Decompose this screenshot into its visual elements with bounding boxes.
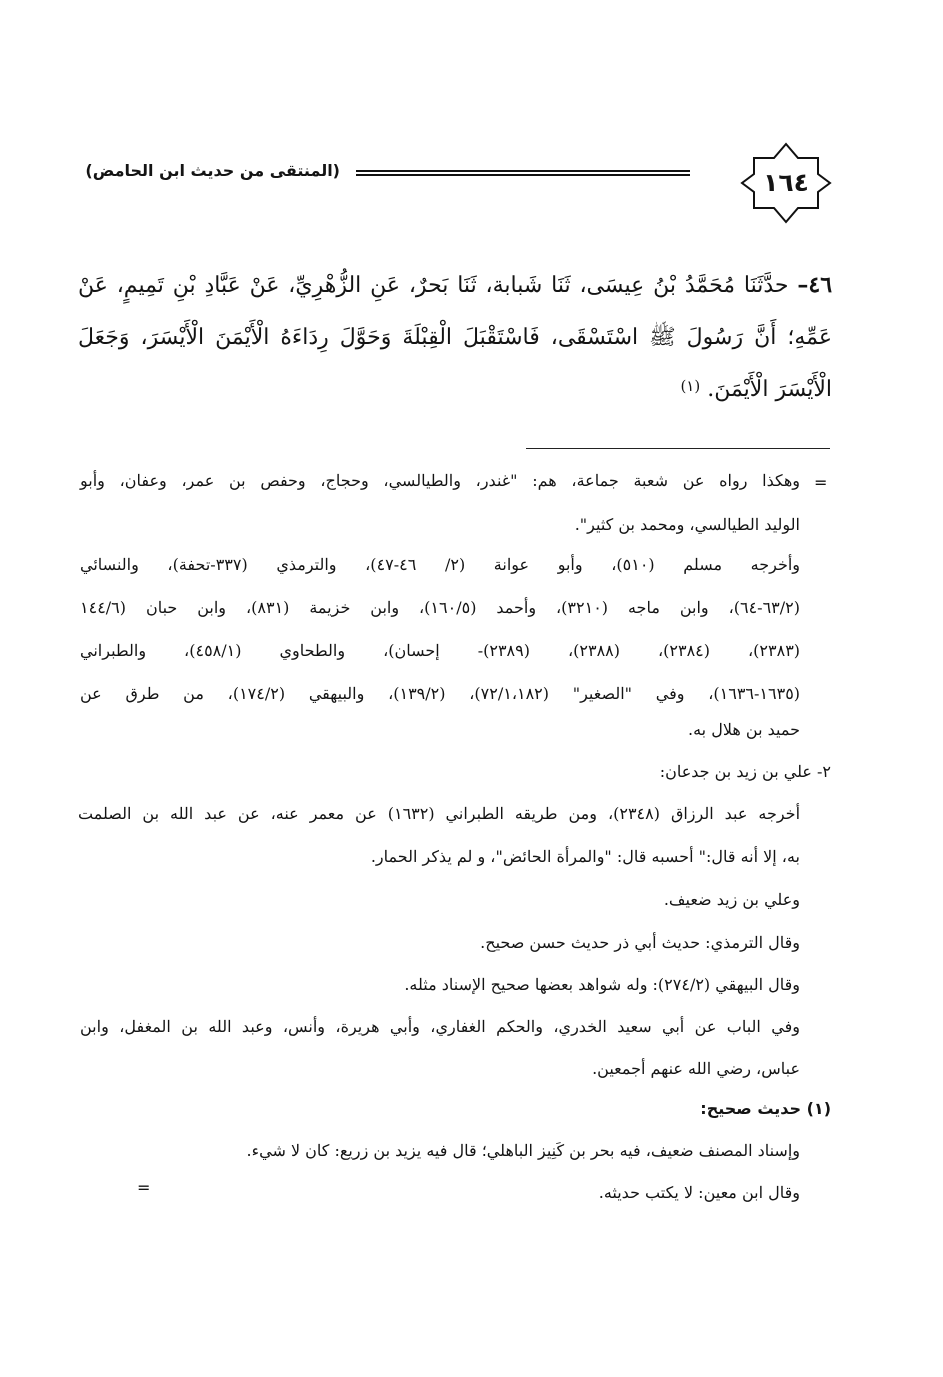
note-line: (٢٣٨٣)، (٢٣٨٤)، (٢٣٨٨)، (٢٣٨٩)- إحسان)، والطحاوي (٤٥٨/١)، والطبراني (80, 641, 801, 660)
note-line: عباس، رضي الله عنهم أجمعين. (592, 1059, 800, 1078)
footnote-separator (526, 448, 830, 449)
header-rule (356, 170, 690, 178)
page-number: ١٦٤ (763, 168, 809, 197)
note-line: الوليد الطيالسي، ومحمد بن كثير". (574, 515, 800, 534)
hadith-number: ٤٦– (797, 272, 833, 298)
footnote-heading: (١) حديث صحيح: (700, 1099, 831, 1118)
note-line: وقال البيهقي (٢٧٤/٢): وله شواهد بعضها صحيح الإسناد مثله. (404, 975, 800, 994)
hadith-text-block (78, 259, 832, 416)
note-line: وإسناد المصنف ضعيف، فيه بحر بن كَنِيز الباهلي؛ قال فيه يزيد بن زريع: كان لا شيء. (246, 1141, 800, 1160)
note-line: به، إلا أنه قال:" أحسبه قال: "والمرأة الحائض"، و لم يذكر الحمار. (370, 847, 800, 866)
note-line: وهكذا رواه عن شعبة جماعة، هم: "غندر، والطيالسي، وحجاج، وحفص بن عمر، وعفان، وأبو (80, 471, 800, 490)
hadith-text: حدَّثَنَا مُحَمَّدُ بْنُ عِيسَى، ثَنَا شَبابة، ثَنَا بَحرٌ، عَنِ الزُّهْرِيِّ، عَنْ عَبَّادِ بْنِ تَمِيمٍ، عَنْ عَمِّهِ؛ أَنَّ رَسُولَ ﷺ اسْتَسْقَى، فَاسْتَقْبَلَ الْقِبْلَةَ وَحَوَّلَ رِدَاءَهُ الْأَيْمَنَ الْأَيْسَرَ، وَجَعَلَ الْأَيْسَرَ الْأَيْمَنَ. (78, 273, 832, 402)
note-line: حميد بن هلال به. (688, 720, 800, 739)
note-line: وقال الترمذي: حديث أبي ذر حديث حسن صحيح. (480, 933, 800, 952)
note-line: (٦٣/٢-٦٤)، وابن ماجه (٣٢١٠)، وأحمد (١٦٠/٥)، وابن خزيمة (٨٣١)، وابن حبان (١٤٤/٦ (80, 598, 800, 617)
note-line: وفي الباب عن أبي سعيد الخدري، والحكم الغفاري، وأبي هريرة، وأنس، وعبد الله بن المغفل، وابن (80, 1017, 800, 1036)
footnote-reference: (١) (680, 377, 701, 395)
note-line: ٢- علي بن زيد بن جدعان: (659, 762, 831, 781)
page-number-badge (738, 140, 834, 226)
note-line: وأخرجه مسلم (٥١٠)، وأبو عوانة (٢/ ٤٦-٤٧)، والترمذي (٣٣٧-تحفة)، والنسائي (80, 555, 801, 574)
continues-mark: = (137, 1178, 151, 1197)
note-line: أخرجه عبد الرزاق (٢٣٤٨)، ومن طريقه الطبراني (١٦٣٢) عن معمر عنه، عن عبد الله بن الصلمت (78, 804, 801, 823)
continued-mark: = (814, 473, 828, 492)
note-line: وقال ابن معين: لا يكتب حديثه. (598, 1183, 800, 1202)
note-line: (١٦٣٥-١٦٣٦)، وفي "الصغير" (٧٢/١،١٨٢)، (١٣٩/٢)، والبيهقي (١٧٤/٢)، من طرق عن (80, 684, 801, 703)
book-title: (المنتقى من حديث ابن الحامض) (85, 161, 340, 180)
note-line: وعلي بن زيد ضعيف. (663, 890, 800, 909)
